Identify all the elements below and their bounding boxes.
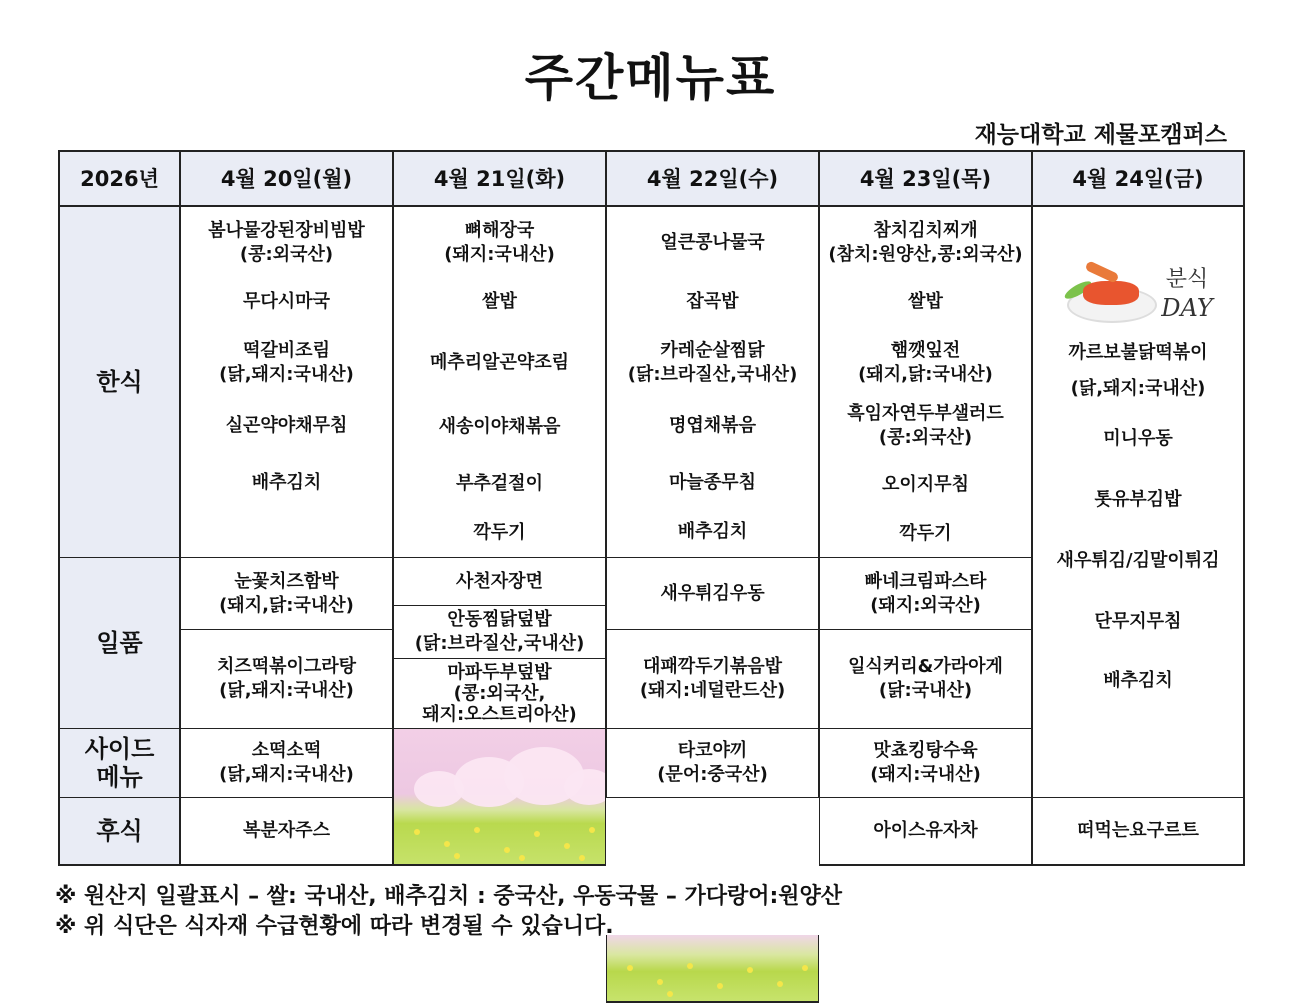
year-header xyxy=(58,150,180,207)
menu-item: 대패깍두기볶음밥 xyxy=(642,656,783,677)
origin-footnote: ※ 원산지 일괄표시 – 쌀: 국내산, 배추김치 : 중국산, 우동국물 – 가다랑어:원양산 xyxy=(55,884,843,909)
menu-item: 새우튀김/김말이튀김 xyxy=(1056,550,1220,571)
menu-item: 쌀밥 xyxy=(482,291,517,312)
menu-item: 배추김치 xyxy=(251,472,322,493)
campus-name: 재능대학교 제물포캠퍼스 xyxy=(974,122,1227,148)
menu-item: 떡갈비조림 xyxy=(243,340,330,361)
single-tue-a xyxy=(393,558,606,606)
menu-item: 마늘종무침 xyxy=(669,472,756,493)
menu-item: 잡곡밥 xyxy=(686,291,739,312)
day-header-mon xyxy=(180,150,393,207)
spring-illustration-image xyxy=(393,729,606,866)
menu-item: 떠먹는요구르트 xyxy=(1077,820,1199,841)
origin-note: (돼지:외국산) xyxy=(870,594,981,616)
bunsik-day-text xyxy=(1161,266,1212,322)
row-header-korean xyxy=(58,207,180,558)
day-label: 4월 20일(월) xyxy=(220,166,353,191)
dessert-thu xyxy=(819,798,1032,866)
origin-note: (콩:외국산) xyxy=(878,427,973,448)
day-label: 4월 22일(수) xyxy=(646,166,779,191)
menu-item: 복분자주스 xyxy=(243,820,330,841)
tteokbokki-plate-icon xyxy=(1063,265,1155,323)
side-mon xyxy=(180,729,393,798)
origin-note: (닭,돼지:국내산) xyxy=(219,764,354,785)
single-wed-a xyxy=(606,558,819,630)
single-tue-b xyxy=(393,606,606,659)
single-mon-a xyxy=(180,558,393,630)
menu-item: 햄깻잎전 xyxy=(890,340,961,361)
change-footnote: ※ 위 식단은 식자재 수급현황에 따라 변경될 수 있습니다. xyxy=(55,914,614,939)
menu-item: 새우튀김우동 xyxy=(660,582,765,604)
menu-item: 깍두기 xyxy=(473,522,526,543)
dessert-fri xyxy=(1032,798,1245,866)
korean-mon xyxy=(180,207,393,558)
menu-item: 빠네크림파스타 xyxy=(864,570,987,592)
menu-item: 오이지무침 xyxy=(882,474,969,495)
origin-note: 돼지:오스트리아산) xyxy=(422,704,577,725)
row-header-dessert xyxy=(58,798,180,866)
single-thu-a xyxy=(819,558,1032,630)
dessert-mon xyxy=(180,798,393,866)
menu-item: 마파두부덮밥 xyxy=(447,662,552,683)
friday-bunsik-day xyxy=(1032,207,1245,798)
day-header-fri xyxy=(1032,150,1245,207)
row-label: 한식 xyxy=(96,368,143,396)
menu-item: 쌀밥 xyxy=(908,291,943,312)
origin-note: (닭,돼지:국내산) xyxy=(1070,378,1206,399)
origin-note: (콩:외국산, xyxy=(453,683,546,704)
menu-item: 톳유부김밥 xyxy=(1094,489,1182,510)
menu-table xyxy=(58,150,1245,866)
origin-note: (문어:중국산) xyxy=(657,764,768,785)
menu-item: 명엽채볶음 xyxy=(669,415,756,436)
menu-item: 참치김치찌개 xyxy=(873,220,978,241)
spring-illustration-image-2 xyxy=(606,935,819,1003)
origin-note: (돼지,닭:국내산) xyxy=(219,594,354,616)
korean-tue xyxy=(393,207,606,558)
korean-thu xyxy=(819,207,1032,558)
day-label: 4월 24일(금) xyxy=(1072,166,1204,191)
menu-item: 타코야끼 xyxy=(677,740,748,761)
year-label: 2026년 xyxy=(80,166,159,191)
menu-item: 치즈떡볶이그라탕 xyxy=(216,656,357,677)
single-thu-b xyxy=(819,630,1032,729)
day-label: 4월 21일(화) xyxy=(433,166,566,191)
menu-item: 메추리알곤약조림 xyxy=(429,352,570,373)
row-label: 일품 xyxy=(96,629,143,657)
origin-note: (콩:외국산) xyxy=(239,244,334,265)
menu-item: 까르보불닭떡볶이 xyxy=(1068,342,1208,363)
origin-note: (닭:국내산) xyxy=(878,680,973,701)
page-title: 주간메뉴표 xyxy=(524,49,777,107)
menu-item: 안동찜닭덮밥 xyxy=(447,609,552,630)
day-header-tue xyxy=(393,150,606,207)
day-label: DAY xyxy=(1161,294,1213,322)
origin-note: (돼지:국내산) xyxy=(870,764,981,785)
menu-item: 일식커리&가라아게 xyxy=(848,656,1003,677)
origin-note: (돼지,닭:국내산) xyxy=(858,364,993,385)
single-wed-b xyxy=(606,630,819,729)
single-tue-c xyxy=(393,659,606,729)
menu-item: 사천자장면 xyxy=(456,570,543,592)
menu-item: 맛쵸킹탕수육 xyxy=(873,740,978,761)
day-label: 4월 23일(목) xyxy=(859,166,992,191)
menu-item: 아이스유자차 xyxy=(873,820,978,841)
korean-wed xyxy=(606,207,819,558)
origin-note: (참치:원양산,콩:외국산) xyxy=(828,244,1023,265)
origin-note: (닭,돼지:국내산) xyxy=(219,680,354,701)
menu-item: 소떡소떡 xyxy=(251,740,322,761)
menu-item: 무다시마국 xyxy=(243,291,330,312)
origin-note: (닭,돼지:국내산) xyxy=(219,364,354,385)
menu-item: 봄나물강된장비빔밥 xyxy=(208,220,365,241)
row-label: 후식 xyxy=(96,817,143,845)
side-wed xyxy=(606,729,819,798)
menu-item: 배추김치 xyxy=(677,521,748,542)
origin-note: (닭:브라질산,국내산) xyxy=(414,633,585,654)
single-mon-b xyxy=(180,630,393,729)
footnotes xyxy=(55,882,842,942)
menu-item: 미니우동 xyxy=(1103,428,1173,449)
row-label: 사이드 메뉴 xyxy=(84,735,155,791)
menu-item: 새송이야채볶음 xyxy=(438,416,561,437)
menu-item: 얼큰콩나물국 xyxy=(660,232,765,253)
menu-item: 부추겉절이 xyxy=(456,473,543,494)
row-header-side xyxy=(58,729,180,798)
bunsik-label: 분식 xyxy=(1165,267,1209,292)
menu-item: 단무지무침 xyxy=(1094,611,1182,632)
day-header-thu xyxy=(819,150,1032,207)
menu-item: 깍두기 xyxy=(899,523,952,544)
side-thu xyxy=(819,729,1032,798)
origin-note: (닭:브라질산,국내산) xyxy=(627,364,798,385)
origin-note: (돼지:네덜란드산) xyxy=(639,680,786,701)
menu-item: 실곤약야채무침 xyxy=(225,415,348,436)
menu-item: 카레순살찜닭 xyxy=(660,340,765,361)
row-header-single xyxy=(58,558,180,729)
menu-item: 뼈해장국 xyxy=(464,220,535,241)
menu-item: 배추김치 xyxy=(1103,670,1173,691)
menu-item: 눈꽃치즈함박 xyxy=(234,570,339,592)
bunsik-day-badge xyxy=(1063,265,1212,323)
day-header-wed xyxy=(606,150,819,207)
origin-note: (돼지:국내산) xyxy=(444,244,555,265)
menu-item: 흑임자연두부샐러드 xyxy=(847,403,1004,424)
